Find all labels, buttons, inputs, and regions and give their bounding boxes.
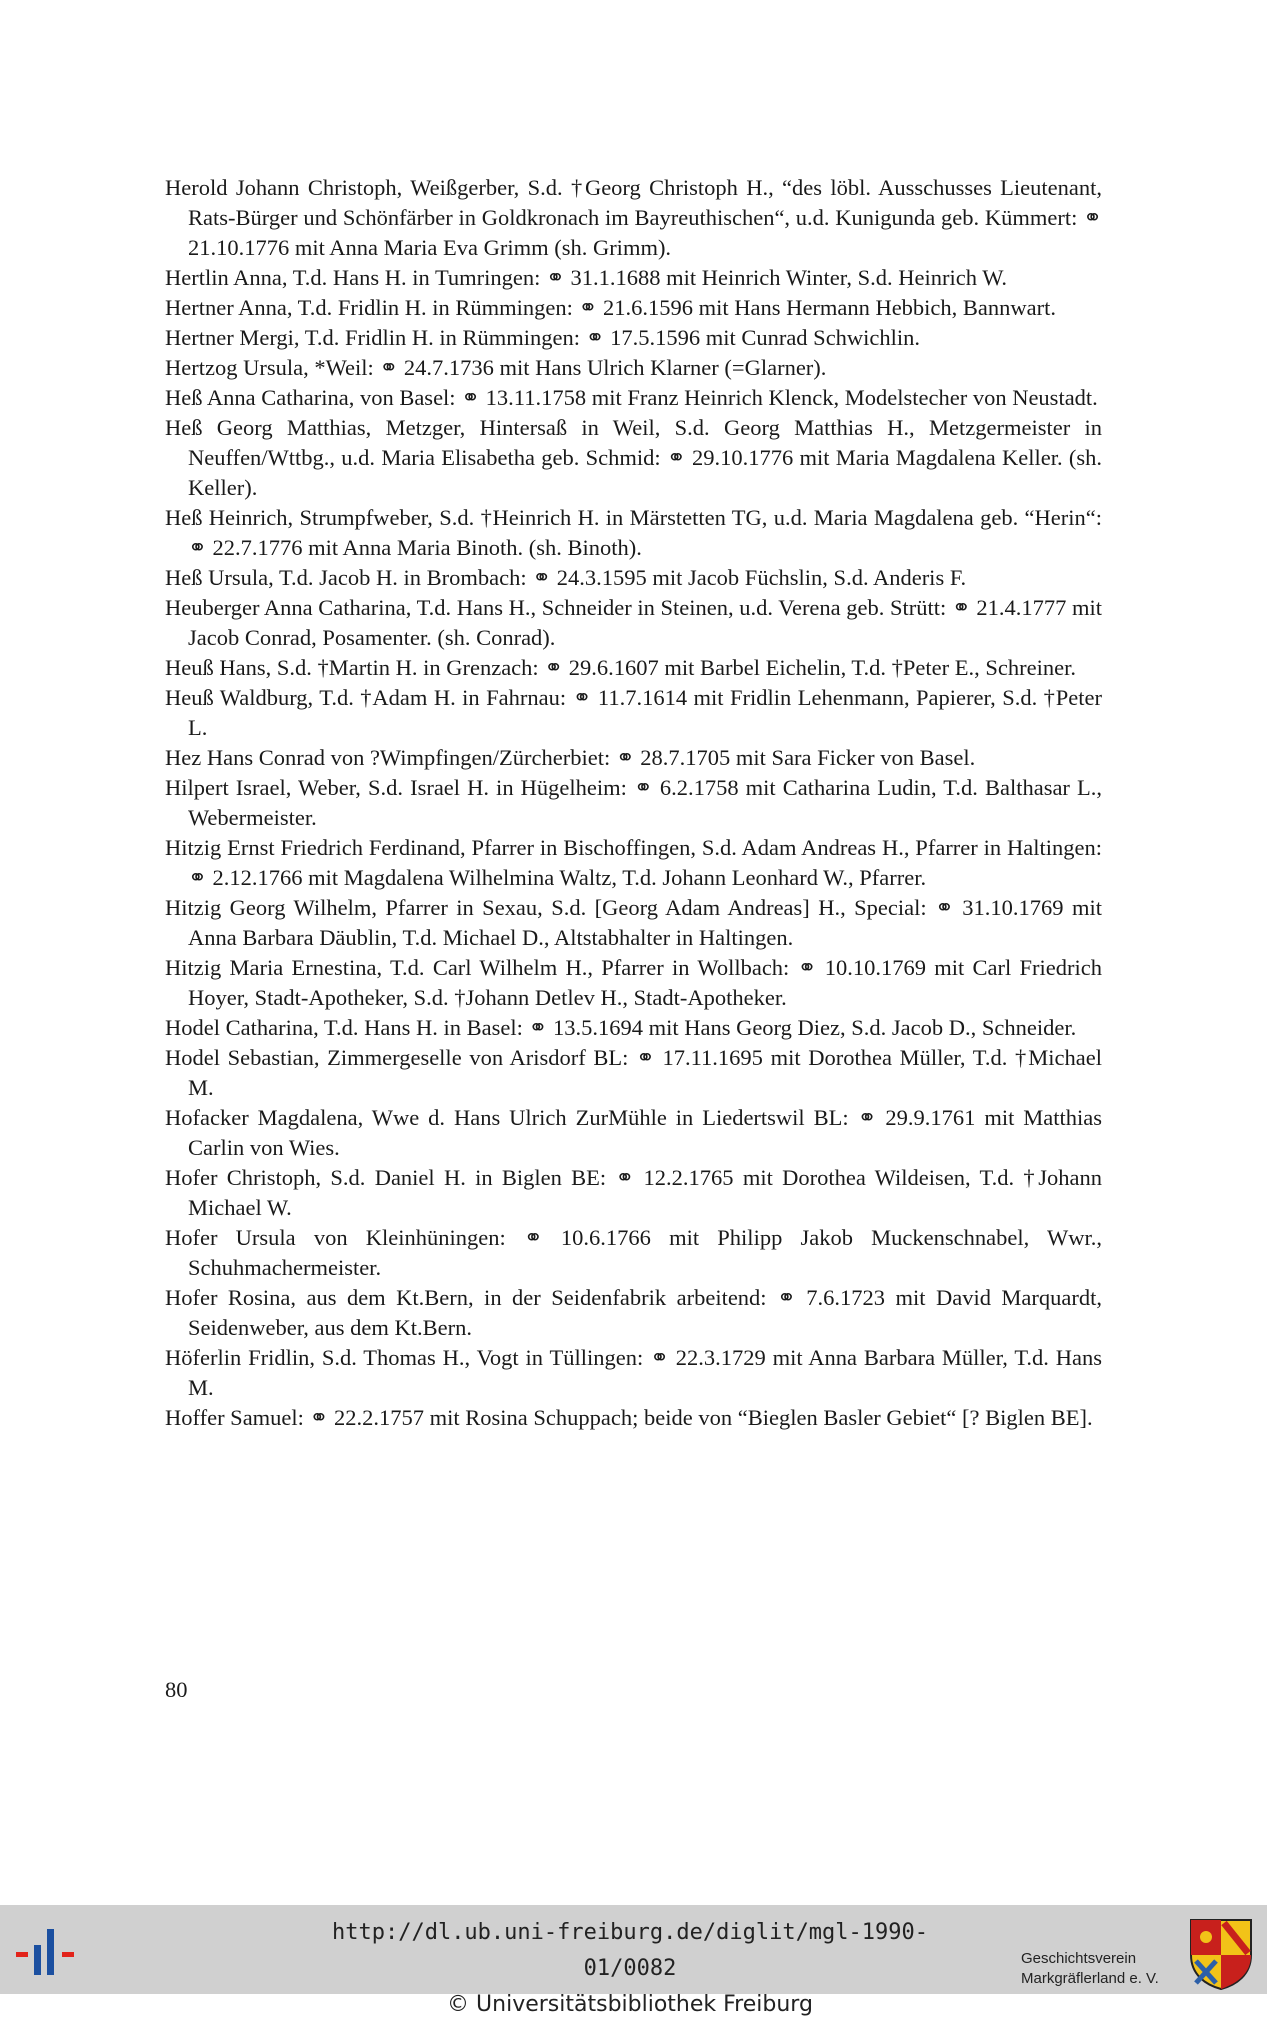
- register-entry: Hofacker Magdalena, Wwe d. Hans Ulrich ZurMühle in Liedertswil BL: ⚭ 29.9.1761 mit Matthias Carlin von Wies.: [165, 1105, 1102, 1160]
- society-name-line: Markgräflerland e. V.: [1021, 1970, 1159, 1987]
- register-entry: Hertner Mergi, T.d. Fridlin H. in Rümmingen: ⚭ 17.5.1596 mit Cunrad Schwichlin.: [165, 325, 921, 350]
- page-number: 80: [165, 1677, 188, 1702]
- document-body: [165, 173, 1102, 1433]
- register-entry: Hilpert Israel, Weber, S.d. Israel H. in Hügelheim: ⚭ 6.2.1758 mit Catharina Ludin, T.d. Balthasar L., Webermeister.: [165, 775, 1102, 830]
- register-entry: Hodel Catharina, T.d. Hans H. in Basel: ⚭ 13.5.1694 mit Hans Georg Diez, S.d. Jacob D., Schneider.: [165, 1015, 1077, 1040]
- register-entry: Hoffer Samuel: ⚭ 22.2.1757 mit Rosina Schuppach; beide von “Bieglen Basler Gebiet“ [? Biglen BE].: [165, 1405, 1093, 1430]
- coat-of-arms-icon: [1188, 1917, 1254, 1991]
- register-entry: Hertlin Anna, T.d. Hans H. in Tumringen: ⚭ 31.1.1688 mit Heinrich Winter, S.d. Heinrich W.: [165, 265, 1007, 290]
- register-entry: Heuß Hans, S.d. †Martin H. in Grenzach: ⚭ 29.6.1607 mit Barbel Eichelin, T.d. †Peter E., Schreiner.: [165, 655, 1076, 680]
- register-entry: Heuberger Anna Catharina, T.d. Hans H., Schneider in Steinen, u.d. Verena geb. Strütt: ⚭ 21.4.1777 mit Jacob Conrad, Posamenter. (sh. Conrad).: [165, 595, 1103, 650]
- register-entry: Hofer Rosina, aus dem Kt.Bern, in der Seidenfabrik arbeitend: ⚭ 7.6.1723 mit David Marquardt, Seidenweber, aus dem Kt.Bern.: [165, 1285, 1102, 1340]
- footer-citation: [300, 1915, 960, 2023]
- register-entry: Heß Ursula, T.d. Jacob H. in Brombach: ⚭ 24.3.1595 mit Jacob Füchslin, S.d. Anderis F.: [165, 565, 967, 590]
- permalink-url[interactable]: http://dl.ub.uni-freiburg.de/diglit/mgl-1990-01/0082: [331, 1920, 929, 1981]
- register-entry: Hitzig Ernst Friedrich Ferdinand, Pfarrer in Bischoffingen, S.d. Adam Andreas H., Pfarrer in Haltingen: ⚭ 2.12.1766 mit Magdalena Wilhelmina Waltz, T.d. Johann Leonhard W., Pfarrer.: [165, 835, 1102, 890]
- register-entry: Hitzig Georg Wilhelm, Pfarrer in Sexau, S.d. [Georg Adam Andreas] H., Special: ⚭ 31.10.1769 mit Anna Barbara Däublin, T.d. Michael D., Altstabhalter in Haltingen.: [165, 895, 1102, 950]
- footer-bar: [0, 1905, 1267, 2017]
- register-entry: Hez Hans Conrad von ?Wimpfingen/Zürcherbiet: ⚭ 28.7.1705 mit Sara Ficker von Basel.: [165, 745, 976, 770]
- register-entry: Hertner Anna, T.d. Fridlin H. in Rümmingen: ⚭ 21.6.1596 mit Hans Hermann Hebbich, Bannwart.: [165, 295, 1057, 320]
- register-entry: Heß Heinrich, Strumpfweber, S.d. †Heinrich H. in Märstetten TG, u.d. Maria Magdalena geb. “Herin“: ⚭ 22.7.1776 mit Anna Maria Binoth. (sh. Binoth).: [165, 505, 1102, 560]
- register-entry: Hitzig Maria Ernestina, T.d. Carl Wilhelm H., Pfarrer in Wollbach: ⚭ 10.10.1769 mit Carl Friedrich Hoyer, Stadt-Apotheker, S.d. †Johann Detlev H., Stadt-Apotheker.: [165, 955, 1102, 1010]
- register-entry: Herold Johann Christoph, Weißgerber, S.d. †Georg Christoph H., “des löbl. Ausschusses Lieutenant, Rats-Bürger und Schönfärber in Goldkronach im Bayreuthischen“, u.d. Kunigunda geb. Kümmert: ⚭ 21.10.1776 mit Anna Maria Eva Grimm (sh. Grimm).: [165, 175, 1102, 260]
- register-entry: Hertzog Ursula, *Weil: ⚭ 24.7.1736 mit Hans Ulrich Klarner (=Glarner).: [165, 355, 827, 380]
- register-entry: Heuß Waldburg, T.d. †Adam H. in Fahrnau: ⚭ 11.7.1614 mit Fridlin Lehenmann, Papierer, S.d. †Peter L.: [165, 685, 1102, 740]
- register-entry: Höferlin Fridlin, S.d. Thomas H., Vogt in Tüllingen: ⚭ 22.3.1729 mit Anna Barbara Müller, T.d. Hans M.: [165, 1345, 1102, 1400]
- register-entry: Hofer Christoph, S.d. Daniel H. in Biglen BE: ⚭ 12.2.1765 mit Dorothea Wildeisen, T.d. †Johann Michael W.: [165, 1165, 1102, 1220]
- register-entry: Hofer Ursula von Kleinhüningen: ⚭ 10.6.1766 mit Philipp Jakob Muckenschnabel, Wwr., Schuhmachermeister.: [165, 1225, 1102, 1280]
- society-name: [1021, 1949, 1159, 1989]
- library-logo-icon[interactable]: [16, 1929, 80, 1981]
- register-entry: Hodel Sebastian, Zimmergeselle von Arisdorf BL: ⚭ 17.11.1695 mit Dorothea Müller, T.d. †Michael M.: [165, 1045, 1102, 1100]
- register-entry: Heß Anna Catharina, von Basel: ⚭ 13.11.1758 mit Franz Heinrich Klenck, Modelstecher von Neustadt.: [165, 385, 1098, 410]
- register-entry: Heß Georg Matthias, Metzger, Hintersaß in Weil, S.d. Georg Matthias H., Metzgermeister in Neuffen/Wttbg., u.d. Maria Elisabetha geb. Schmid: ⚭ 29.10.1776 mit Maria Magdalena Keller. (sh. Keller).: [165, 415, 1102, 500]
- society-name-line: Geschichtsverein: [1021, 1950, 1137, 1967]
- copyright-notice: © Universitätsbibliothek Freiburg: [447, 1992, 813, 2017]
